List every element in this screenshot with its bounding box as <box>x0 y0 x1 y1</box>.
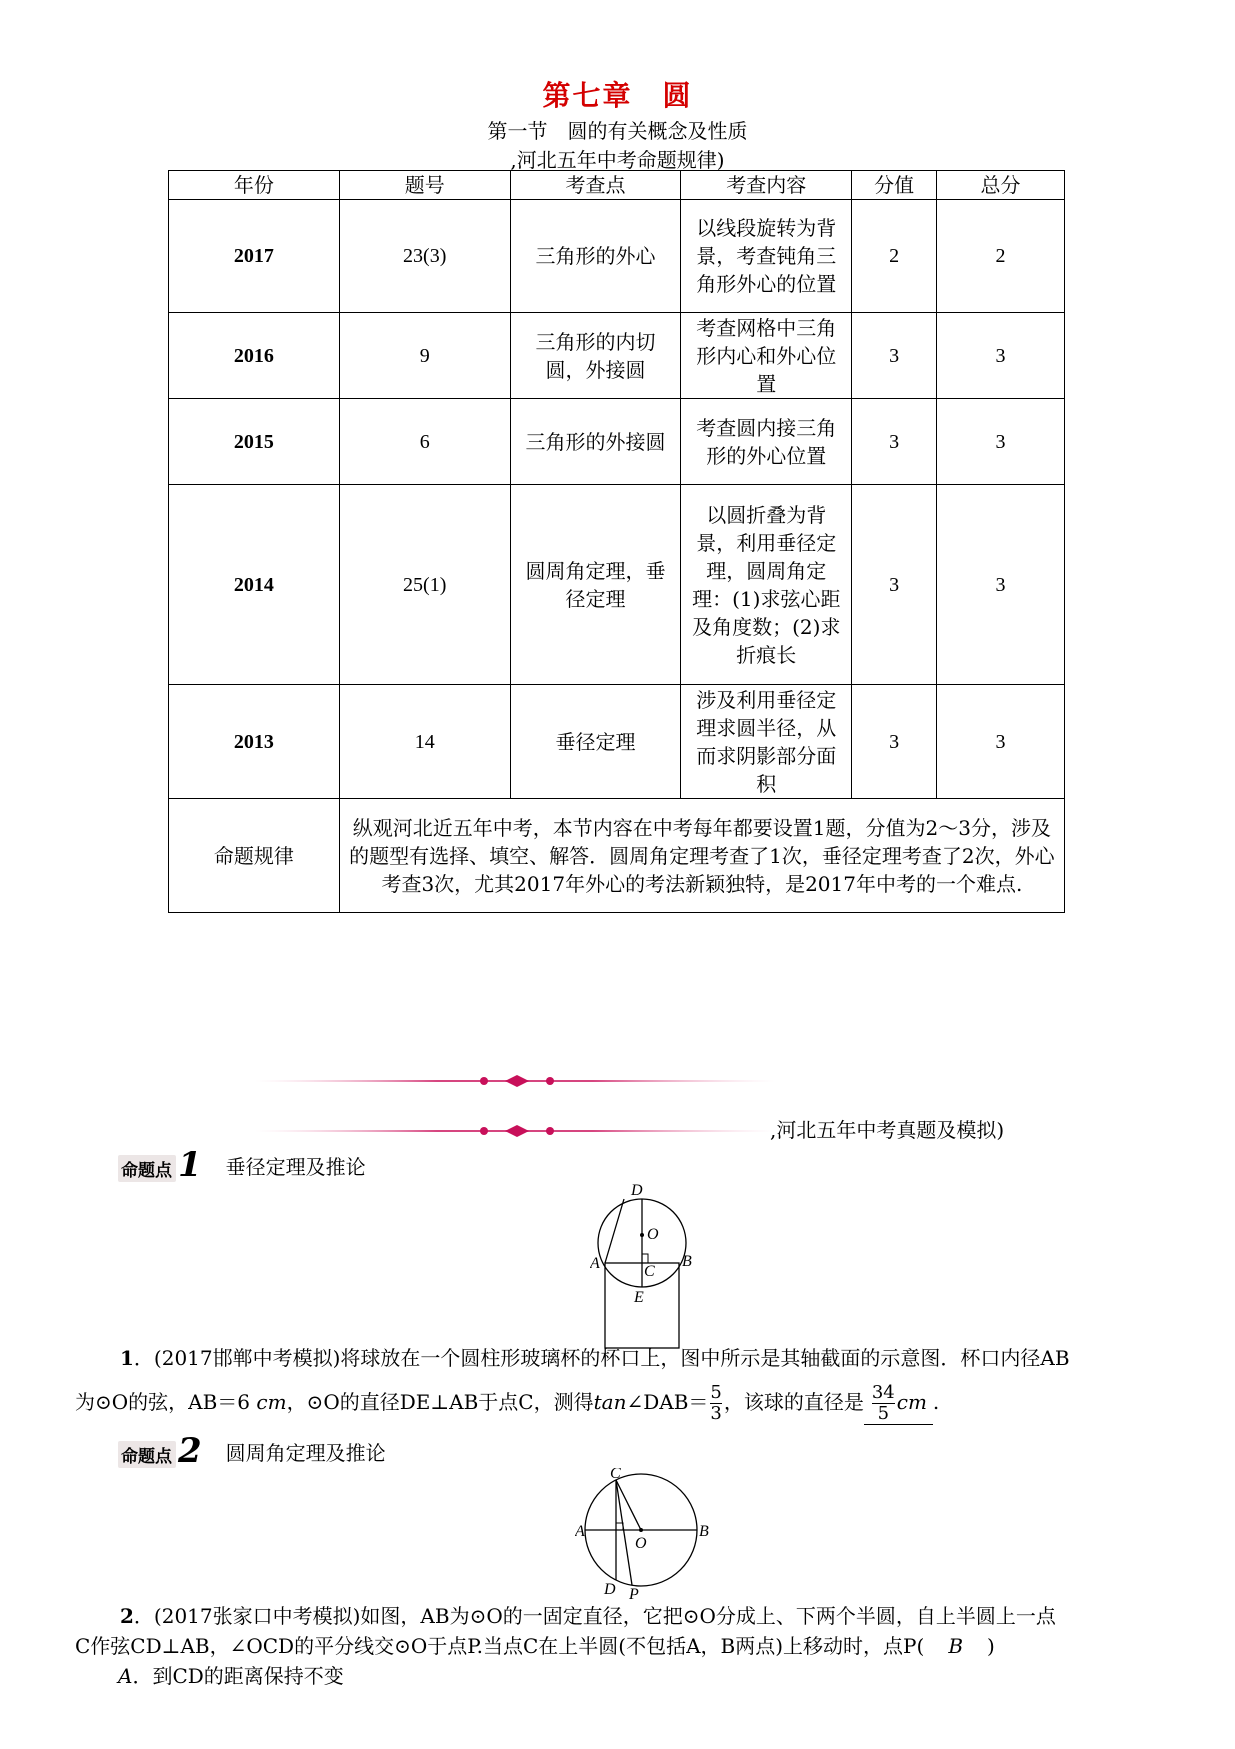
pattern-row <box>169 799 1065 913</box>
column-header-score: 分值 <box>852 171 937 200</box>
content-cell: 涉及利用垂径定理求圆半径，从而求阴影部分面积 <box>681 685 852 799</box>
score-cell: 3 <box>852 313 937 399</box>
content-cell: 以圆折叠为背景，利用垂径定理，圆周角定理：(1)求弦心距及角度数；(2)求折痕长 <box>681 485 852 685</box>
exam-point-title: 圆周角定理及推论 <box>225 1441 386 1465</box>
question-1-text-2c: ，该球的直径是 <box>723 1390 864 1414</box>
fraction-numerator: 5 <box>710 1382 722 1403</box>
question-2-line-2 <box>75 1631 1160 1661</box>
table-row <box>169 313 1065 399</box>
year-cell: 2016 <box>169 313 340 399</box>
year-cell: 2015 <box>169 399 340 485</box>
question-1-text-2b: ，⊙O的直径DE⊥AB于点C，测得 <box>286 1390 594 1414</box>
question-2-text-2: C作弦CD⊥AB，∠OCD的平分线交⊙O于点P.当点C在上半圆(不包括A，B两点)上移动时，点P( <box>75 1634 925 1658</box>
point-cell: 圆周角定理，垂径定理 <box>510 485 681 685</box>
label-B: B <box>682 1253 692 1270</box>
content-cell: 以线段旋转为背景，考查钝角三角形外心的位置 <box>681 200 852 313</box>
question-2-answer: B <box>948 1634 964 1658</box>
score-cell: 3 <box>852 685 937 799</box>
answer-denominator: 5 <box>872 1403 895 1424</box>
fraction-denominator: 3 <box>710 1403 722 1424</box>
figure-circle-diameter <box>575 1468 715 1600</box>
point-cell: 三角形的内切圆，外接圆 <box>510 313 681 399</box>
table-row <box>169 200 1065 313</box>
question-1-line-2 <box>75 1380 1160 1425</box>
question-2-number: 2 <box>120 1604 134 1628</box>
question-1-end: . <box>932 1390 940 1414</box>
section-title: 第一节 圆的有关概念及性质 <box>487 119 748 143</box>
option-a-letter: A <box>118 1664 133 1688</box>
total-cell: 3 <box>937 685 1065 799</box>
label-C: C <box>644 1263 655 1280</box>
total-cell: 3 <box>937 313 1065 399</box>
exam-point-label: 命题点 <box>118 1441 176 1468</box>
column-header-year: 年份 <box>169 171 340 200</box>
answer-numerator: 34 <box>871 1382 895 1403</box>
score-cell: 3 <box>852 399 937 485</box>
qnum-cell: 9 <box>339 313 510 399</box>
point-cell: 垂径定理 <box>510 685 681 799</box>
content-cell: 考查网格中三角形内心和外心位置 <box>681 313 852 399</box>
score-cell: 3 <box>852 485 937 685</box>
label-A: A <box>575 1523 585 1540</box>
label-A: A <box>590 1255 600 1272</box>
total-cell: 3 <box>937 399 1065 485</box>
question-1-number: 1 <box>120 1346 134 1370</box>
option-a-text: ．到CD的距离保持不变 <box>132 1664 344 1688</box>
exam-point-title: 垂径定理及推论 <box>225 1155 366 1179</box>
exam-point-2-heading <box>118 1431 386 1471</box>
table-header-row <box>169 171 1065 200</box>
answer-fraction <box>872 1383 895 1424</box>
score-cell: 2 <box>852 200 937 313</box>
decorative-ribbon-top <box>255 1072 775 1090</box>
label-O: O <box>635 1535 647 1552</box>
question-1-text-2a: 为⊙O的弦，AB＝6 <box>75 1390 257 1414</box>
table-row <box>169 485 1065 685</box>
decorative-ribbon-bottom <box>255 1122 775 1140</box>
table-caption: ,河北五年中考命题规律) <box>510 148 725 172</box>
label-D: D <box>631 1182 643 1199</box>
question-1-unit: cm <box>256 1390 287 1414</box>
question-1-answer-blank <box>864 1380 933 1425</box>
label-P: P <box>629 1586 639 1600</box>
answer-unit: cm <box>896 1390 927 1414</box>
column-header-point: 考查点 <box>510 171 681 200</box>
exam-point-number: 2 <box>178 1431 202 1471</box>
qnum-cell: 25(1) <box>339 485 510 685</box>
qnum-cell: 23(3) <box>339 200 510 313</box>
total-cell: 3 <box>937 485 1065 685</box>
column-header-total: 总分 <box>937 171 1065 200</box>
label-C: C <box>610 1468 621 1482</box>
year-cell: 2014 <box>169 485 340 685</box>
label-B: B <box>699 1523 709 1540</box>
column-header-qnum: 题号 <box>339 171 510 200</box>
question-1-angle: ∠DAB＝ <box>626 1390 709 1414</box>
question-1-line-1 <box>75 1343 1205 1373</box>
label-D: D <box>604 1581 616 1598</box>
figure-ball-on-cup <box>590 1180 710 1350</box>
section-subtitle: ,河北五年中考真题及模拟) <box>770 1118 1005 1142</box>
year-cell: 2017 <box>169 200 340 313</box>
table-row <box>169 399 1065 485</box>
question-2-option-a <box>118 1661 1203 1691</box>
exam-point-1-heading <box>118 1145 366 1185</box>
question-1-tan: tan <box>593 1390 627 1414</box>
qnum-cell: 14 <box>339 685 510 799</box>
qnum-cell: 6 <box>339 399 510 485</box>
table-row <box>169 685 1065 799</box>
chapter-title: 第七章 圆 <box>542 79 693 112</box>
question-1-text-1: ．(2017邯郸中考模拟)将球放在一个圆柱形玻璃杯的杯口上，图中所示是其轴截面的示意图．杯口内径AB <box>133 1346 1070 1370</box>
exam-pattern-table <box>168 170 1065 913</box>
point-cell: 三角形的外心 <box>510 200 681 313</box>
question-2-text-1: ．(2017张家口中考模拟)如图，AB为⊙O的一固定直径，它把⊙O分成上、下两个半圆，自上半圆上一点 <box>133 1604 1056 1628</box>
year-cell: 2013 <box>169 685 340 799</box>
question-2-close: ) <box>987 1634 995 1658</box>
label-E: E <box>634 1289 644 1306</box>
pattern-label-cell: 命题规律 <box>169 799 340 913</box>
point-cell: 三角形的外接圆 <box>510 399 681 485</box>
column-header-content: 考查内容 <box>681 171 852 200</box>
exam-point-number: 1 <box>178 1145 202 1185</box>
exam-point-label: 命题点 <box>118 1155 176 1182</box>
content-cell: 考查圆内接三角形的外心位置 <box>681 399 852 485</box>
question-2-line-1 <box>75 1601 1205 1631</box>
total-cell: 2 <box>937 200 1065 313</box>
question-1-fraction <box>710 1383 721 1424</box>
pattern-text-cell: 纵观河北近五年中考，本节内容在中考每年都要设置1题，分值为2～3分，涉及的题型有选择、填空、解答．圆周角定理考查了1次，垂径定理考查了2次，外心考查3次，尤其2017年外心的考法新颖独特，是2017年中考的一个难点. <box>339 799 1064 913</box>
label-O: O <box>647 1226 659 1243</box>
